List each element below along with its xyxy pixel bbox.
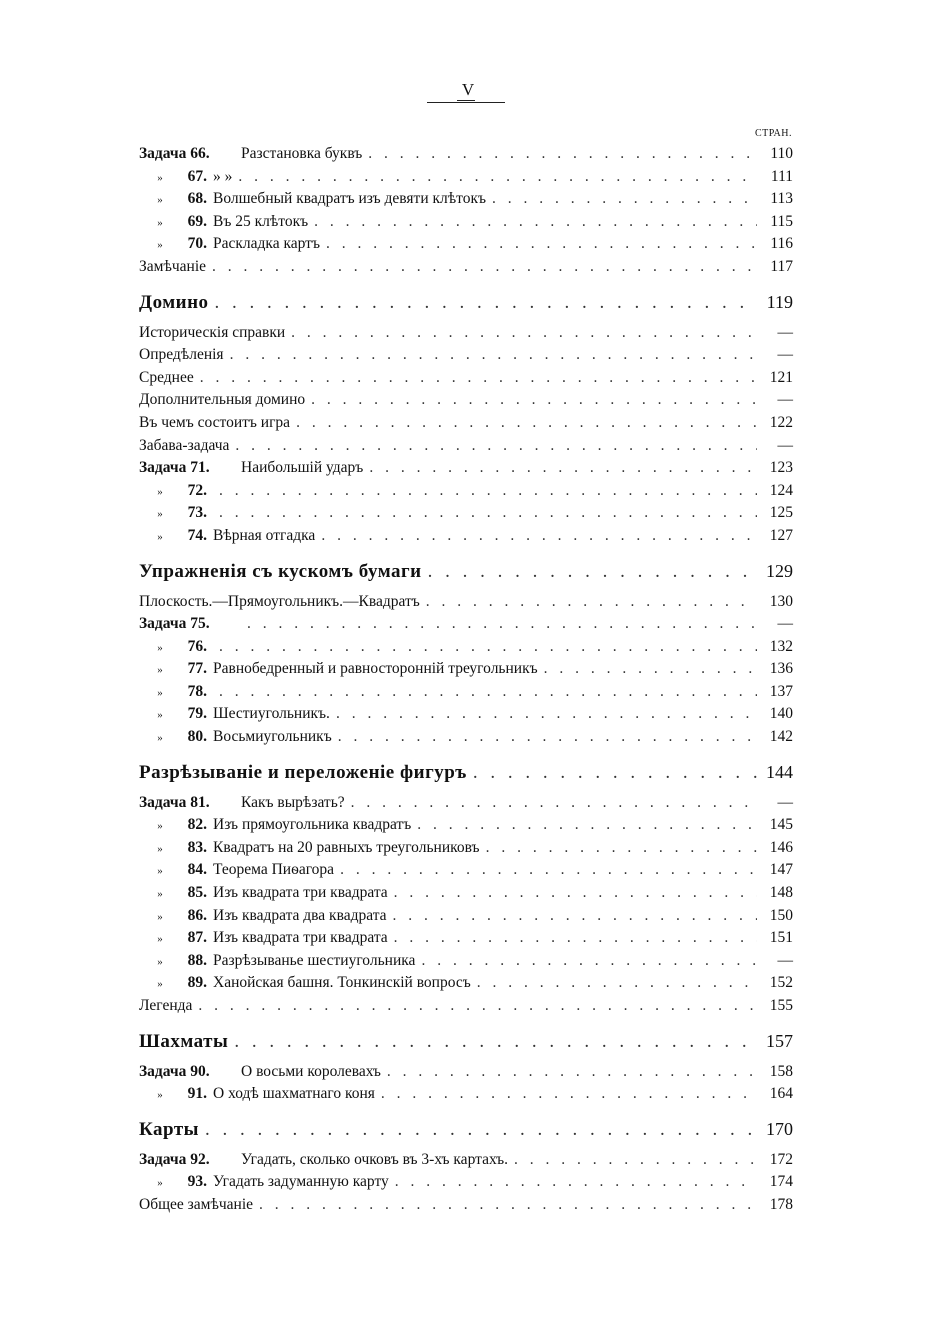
entry-label — [139, 1083, 375, 1107]
task-number: 76. — [187, 637, 207, 655]
dot-leader — [219, 636, 757, 659]
dot-leader — [259, 1194, 757, 1217]
toc-entry[interactable] — [139, 1171, 793, 1194]
task-number: 83. — [187, 838, 207, 856]
entry-label — [139, 636, 213, 660]
page-ref: 132 — [769, 637, 793, 655]
ditto-mark: » — [157, 933, 163, 946]
toc-entry[interactable] — [139, 703, 793, 726]
toc-entry[interactable] — [139, 412, 793, 435]
entry-label — [139, 285, 209, 320]
toc-entry[interactable] — [139, 480, 793, 503]
entry-title: Волшебный квадратъ изъ девяти клѣтокъ — [213, 190, 487, 208]
page-number: V — [461, 80, 475, 99]
toc-entry[interactable] — [139, 591, 793, 614]
entry-title: Ханойская башня. Тонкинскій вопросъ — [213, 974, 471, 992]
ditto-mark: » — [157, 1089, 163, 1102]
entry-label — [139, 703, 330, 727]
task-number: 85. — [187, 884, 207, 902]
dot-leader — [215, 285, 757, 320]
page-ref: 113 — [770, 190, 793, 208]
dot-leader — [340, 859, 757, 882]
page-ref: 155 — [769, 997, 793, 1014]
toc-entry[interactable] — [139, 211, 793, 234]
section-title: Шахматы — [139, 1030, 229, 1052]
dot-leader — [394, 927, 757, 950]
ditto-mark: » — [157, 530, 163, 543]
dot-leader — [235, 435, 757, 458]
page-ref: 170 — [766, 1118, 793, 1139]
entry-title: Плоскость.—Прямоугольникъ.—Квадратъ — [139, 592, 420, 610]
toc-entry[interactable] — [139, 1061, 793, 1084]
entry-title: Угадать, сколько очковъ въ 3-хъ картахъ. — [241, 1150, 509, 1168]
ditto-mark: » — [157, 664, 163, 677]
dot-leader — [394, 882, 757, 905]
toc-entry[interactable] — [139, 681, 793, 704]
entry-label — [139, 188, 486, 212]
entry-title: Дополнительныя домино — [139, 391, 306, 409]
toc-entry[interactable] — [139, 502, 793, 525]
entry-title: Опредѣленія — [139, 346, 224, 364]
entry-title: Общее замѣчаніе — [139, 1195, 254, 1213]
entry-title: Квадратъ на 20 равныхъ треугольниковъ — [213, 838, 480, 856]
entry-label — [139, 166, 232, 190]
dot-leader — [338, 726, 757, 749]
task-number: 89. — [187, 974, 207, 992]
dot-leader — [544, 658, 757, 681]
dot-leader — [393, 905, 757, 928]
task-number: 69. — [187, 212, 207, 230]
entry-label — [139, 1149, 508, 1172]
entry-title: Какъ вырѣзать? — [241, 793, 345, 811]
ditto-mark: » — [157, 239, 163, 252]
entry-label — [139, 1061, 381, 1084]
entry-label — [139, 525, 315, 549]
dot-leader — [514, 1149, 757, 1172]
ditto-mark: » — [157, 820, 163, 833]
entry-title: Изъ прямоугольника квадратъ — [213, 816, 412, 834]
dot-leader — [368, 143, 757, 166]
ditto-mark: » — [157, 732, 163, 745]
page-ref: 151 — [769, 929, 793, 947]
dot-leader — [395, 1171, 757, 1194]
page-ref: — — [777, 436, 793, 454]
entry-label — [139, 755, 467, 790]
entry-title: Равнобедренный и равносторонній треугольникъ — [213, 660, 538, 678]
entry-label — [139, 995, 192, 1018]
ditto-mark: » — [157, 910, 163, 923]
dot-leader — [219, 480, 757, 503]
ditto-mark: » — [157, 865, 163, 878]
ditto-mark: » — [157, 978, 163, 991]
entry-title: Разстановка буквъ — [241, 145, 363, 162]
task-number: 84. — [187, 861, 207, 879]
task-number: 86. — [187, 906, 207, 924]
ditto-mark: » — [157, 194, 163, 207]
page-ref: 111 — [770, 167, 793, 185]
page-ref: 136 — [769, 660, 793, 678]
entry-label — [139, 143, 362, 166]
entry-label — [139, 256, 206, 279]
toc-entry[interactable] — [139, 322, 793, 345]
page-ref: 145 — [769, 816, 793, 834]
toc-entry[interactable] — [139, 435, 793, 458]
toc-entry[interactable] — [139, 837, 793, 860]
toc-entry[interactable] — [139, 1149, 793, 1172]
entry-title: Угадать задуманную карту — [213, 1173, 389, 1191]
entry-label — [139, 927, 388, 951]
entry-label — [139, 233, 320, 257]
dot-leader — [381, 1083, 757, 1106]
toc-entry[interactable] — [139, 256, 793, 279]
section-heading[interactable] — [139, 285, 793, 320]
dot-leader — [321, 525, 757, 548]
entry-label — [139, 554, 422, 589]
entry-label — [139, 1171, 389, 1195]
entry-title: Изъ квадрата два квадрата — [213, 906, 387, 924]
toc-entry[interactable] — [139, 726, 793, 749]
task-number: 67. — [187, 167, 207, 185]
ditto-mark: » — [157, 641, 163, 654]
section-heading[interactable] — [139, 554, 793, 589]
toc-entry[interactable] — [139, 389, 793, 412]
dot-leader — [492, 188, 757, 211]
task-label: Задача 71. — [139, 459, 210, 477]
dot-leader — [421, 950, 757, 973]
section-heading[interactable] — [139, 1024, 793, 1059]
page-ref: — — [777, 951, 793, 969]
entry-title: Раскладка картъ — [213, 235, 320, 253]
page-ref: 119 — [766, 291, 793, 312]
toc-entry[interactable] — [139, 859, 793, 882]
toc-entry[interactable] — [139, 636, 793, 659]
entry-title: Въ чемъ состоитъ игра — [139, 413, 291, 431]
toc-entry[interactable] — [139, 814, 793, 837]
page-ref: 124 — [769, 481, 793, 499]
page-column-header: СТРАН. — [754, 128, 792, 139]
task-number: 73. — [187, 504, 207, 522]
toc-entry[interactable] — [139, 972, 793, 995]
ditto-mark: » — [157, 1177, 163, 1190]
page-ref: 129 — [766, 560, 793, 581]
page-ref: — — [777, 323, 793, 341]
page-ref: 110 — [770, 145, 793, 162]
dot-leader — [326, 233, 757, 256]
ditto-mark: » — [157, 171, 163, 184]
task-number: 79. — [187, 705, 207, 723]
page-ref: 150 — [769, 906, 793, 924]
toc-entry[interactable] — [139, 143, 793, 166]
task-number: 82. — [187, 816, 207, 834]
entry-label — [139, 502, 213, 526]
entry-label — [139, 613, 241, 636]
dot-leader — [238, 166, 757, 189]
entry-title: Наибольшій ударъ — [241, 459, 364, 477]
dot-leader — [426, 591, 757, 614]
task-number: 77. — [187, 660, 207, 678]
page-ref: 116 — [770, 235, 793, 253]
page-ref: 148 — [769, 884, 793, 902]
dot-leader — [291, 322, 757, 345]
entry-label — [139, 412, 290, 435]
dot-leader — [473, 755, 757, 790]
page-ref: 146 — [769, 838, 793, 856]
section-title: Домино — [139, 291, 209, 313]
entry-title: Восьмиугольникъ — [213, 728, 332, 746]
entry-title: » » — [213, 167, 233, 185]
page-ref: 115 — [770, 212, 793, 230]
page-ref: 142 — [769, 728, 793, 746]
task-number: 87. — [187, 929, 207, 947]
page-ref: 117 — [770, 257, 793, 275]
dot-leader — [477, 972, 757, 995]
page-ref: 158 — [769, 1062, 793, 1080]
ditto-mark: » — [157, 842, 163, 855]
entry-title: О ходѣ шахматнаго коня — [213, 1085, 375, 1103]
toc-entry[interactable] — [139, 1083, 793, 1106]
task-label: Задача 66. — [139, 145, 210, 162]
page-ref: 121 — [769, 368, 793, 386]
entry-label — [139, 480, 213, 504]
task-number: 78. — [187, 682, 207, 700]
entry-label — [139, 837, 480, 861]
entry-title: О восьми королевахъ — [241, 1062, 381, 1080]
entry-label — [139, 1112, 199, 1147]
ditto-mark: » — [157, 216, 163, 229]
dot-leader — [234, 1024, 757, 1059]
entry-title: Среднее — [139, 368, 194, 386]
dot-leader — [369, 457, 757, 480]
task-label: Задача 92. — [139, 1150, 210, 1168]
page-ref: 172 — [769, 1150, 793, 1168]
page-ref: 164 — [769, 1085, 793, 1103]
page-ref: 178 — [769, 1195, 793, 1213]
toc-entry[interactable] — [139, 613, 793, 636]
dot-leader — [200, 367, 757, 390]
dot-leader — [417, 814, 757, 837]
task-number: 68. — [187, 190, 207, 208]
dot-leader — [336, 703, 757, 726]
page-ref: 152 — [769, 974, 793, 992]
task-number: 70. — [187, 235, 207, 253]
toc-entry[interactable] — [139, 882, 793, 905]
toc-entry[interactable] — [139, 1194, 793, 1217]
entry-label — [139, 322, 285, 345]
toc-entry[interactable] — [139, 344, 793, 367]
entry-title: Замѣчаніе — [139, 257, 207, 275]
page-ref: 144 — [766, 761, 793, 782]
dot-leader — [219, 681, 757, 704]
section-title: Карты — [139, 1118, 200, 1140]
entry-label — [139, 726, 332, 750]
toc-entry[interactable] — [139, 950, 793, 973]
dot-leader — [428, 554, 757, 589]
toc-entry[interactable] — [139, 367, 793, 390]
dot-leader — [219, 502, 757, 525]
entry-title: Вѣрная отгадка — [213, 526, 316, 544]
entry-label — [139, 211, 308, 235]
task-number: 91. — [187, 1085, 207, 1103]
dot-leader — [212, 256, 757, 279]
entry-label — [139, 1024, 228, 1059]
task-label: Задача 90. — [139, 1062, 210, 1080]
section-title: Разрѣзываніе и переложеніе фигуръ — [139, 761, 467, 783]
table-of-contents — [139, 143, 793, 1217]
page-ref: 140 — [769, 705, 793, 723]
page-ref: — — [777, 793, 793, 811]
entry-title: Разрѣзыванье шестиугольника — [213, 951, 416, 969]
entry-title: Шестиугольникъ. — [213, 705, 330, 723]
entry-label — [139, 344, 224, 367]
entry-label — [139, 1194, 253, 1217]
ditto-mark: » — [157, 508, 163, 521]
page-ref: 157 — [766, 1030, 793, 1051]
toc-entry[interactable] — [139, 905, 793, 928]
dot-leader — [486, 837, 757, 860]
dot-leader — [387, 1061, 757, 1084]
dot-leader — [314, 211, 757, 234]
page-ref: 147 — [769, 861, 793, 879]
entry-title: Изъ квадрата три квадрата — [213, 884, 388, 902]
entry-label — [139, 950, 415, 974]
dot-leader — [311, 389, 757, 412]
ditto-mark: » — [157, 955, 163, 968]
entry-label — [139, 591, 420, 614]
entry-label — [139, 457, 363, 480]
page-ref: 127 — [769, 526, 793, 544]
ditto-mark: » — [157, 709, 163, 722]
dot-leader — [205, 1112, 757, 1147]
toc-entry[interactable] — [139, 233, 793, 256]
page-ref: 130 — [769, 592, 793, 610]
toc-entry[interactable] — [139, 658, 793, 681]
entry-label — [139, 389, 305, 412]
page-ref: 174 — [769, 1173, 793, 1191]
section-heading[interactable] — [139, 1112, 793, 1147]
toc-entry[interactable] — [139, 927, 793, 950]
task-label: Задача 75. — [139, 615, 210, 633]
entry-label — [139, 367, 194, 390]
page-ref: — — [777, 391, 793, 409]
dot-leader — [296, 412, 757, 435]
entry-label — [139, 792, 345, 815]
entry-label — [139, 681, 213, 705]
entry-label — [139, 859, 334, 883]
entry-title: Изъ квадрата три квадрата — [213, 929, 388, 947]
task-number: 93. — [187, 1173, 207, 1191]
task-number: 88. — [187, 951, 207, 969]
ditto-mark: » — [157, 888, 163, 901]
toc-entry[interactable] — [139, 188, 793, 211]
entry-label — [139, 435, 229, 458]
ditto-mark: » — [157, 485, 163, 498]
task-number: 72. — [187, 481, 207, 499]
task-number: 80. — [187, 728, 207, 746]
page-ref: 122 — [769, 413, 793, 431]
toc-entry[interactable] — [139, 792, 793, 815]
task-number: 74. — [187, 526, 207, 544]
toc-entry[interactable] — [139, 525, 793, 548]
dot-leader — [247, 613, 757, 636]
entry-title: Историческія справки — [139, 323, 286, 341]
toc-entry[interactable] — [139, 457, 793, 480]
dot-leader — [230, 344, 757, 367]
page-ref: 125 — [769, 504, 793, 522]
section-title: Упражненія съ кускомъ бумаги — [139, 560, 422, 582]
toc-entry[interactable] — [139, 166, 793, 189]
task-label: Задача 81. — [139, 793, 210, 811]
entry-label — [139, 972, 471, 996]
page-ref: — — [777, 346, 793, 364]
entry-title: Легенда — [139, 997, 193, 1014]
dot-leader — [198, 995, 757, 1018]
page-ref: 123 — [769, 459, 793, 477]
entry-label — [139, 814, 411, 838]
dot-leader — [351, 792, 757, 815]
entry-title: Забава-задача — [139, 436, 230, 454]
entry-label — [139, 882, 388, 906]
page-number-rule — [427, 102, 505, 103]
page-ref: — — [777, 615, 793, 633]
section-heading[interactable] — [139, 755, 793, 790]
toc-entry[interactable] — [139, 995, 793, 1018]
ditto-mark: » — [157, 686, 163, 699]
page-ref: 137 — [769, 682, 793, 700]
entry-label — [139, 905, 387, 929]
entry-title: Въ 25 клѣтокъ — [213, 212, 309, 230]
entry-label — [139, 658, 538, 682]
entry-title: Теорема Пиѳагора — [213, 861, 335, 879]
